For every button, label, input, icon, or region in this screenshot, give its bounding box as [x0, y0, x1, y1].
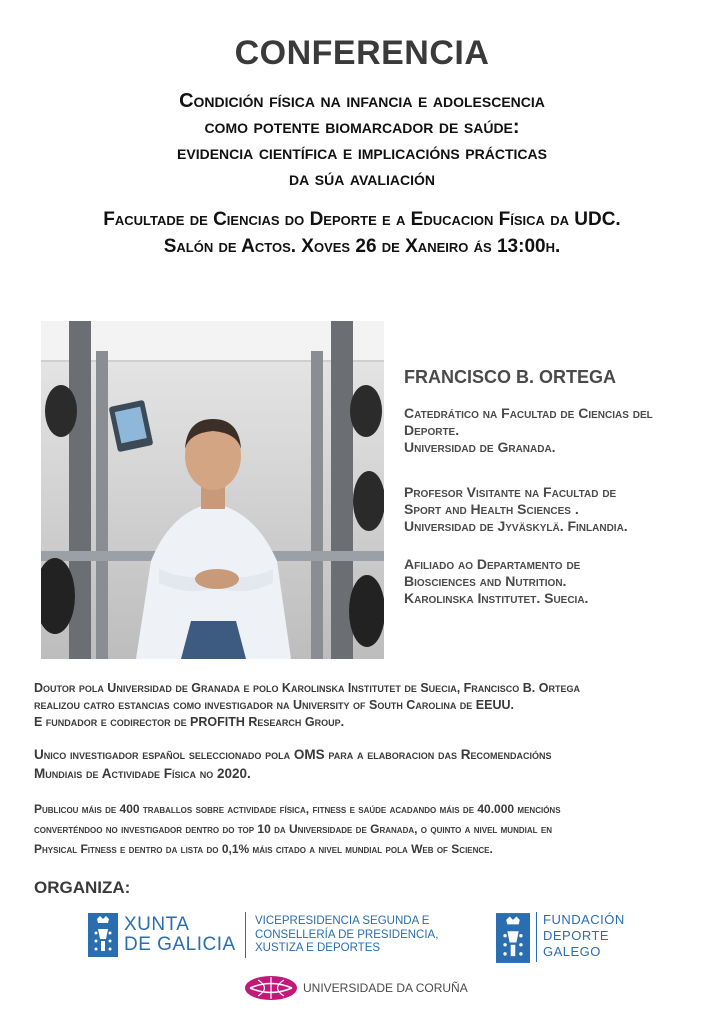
affiliation-line: Afiliado ao Departamento de: [404, 556, 581, 572]
speaker-affiliation: [404, 556, 709, 607]
bio-line: Unico investigador español seleccionado pola OMS para a elaboracion das Recomendacións: [34, 747, 552, 762]
conselleria-line: VICEPRESIDENCIA SEGUNDA E: [255, 915, 430, 927]
affiliation-line: Universidad de Jyväskylä. Finlandia.: [404, 518, 628, 534]
xunta-line: XUNTA: [124, 914, 190, 935]
affiliation-line: Profesor Visitante na Facultad de: [404, 484, 617, 500]
xunta-logo-text: [124, 915, 236, 955]
affiliation-line: Sport and Health Sciences .: [404, 501, 579, 517]
bio-line: Mundiais de Actividade Física no 2020.: [34, 766, 251, 781]
fundacion-logo-text: [543, 912, 625, 960]
fundacion-coat-of-arms-icon: [496, 913, 530, 968]
logo-divider: [245, 912, 246, 958]
affiliation-line: Karolinska Institutet. Suecia.: [404, 590, 589, 606]
bio-line: realizou catro estancias como investigador na University of South Carolina de EEUU.: [34, 698, 514, 712]
speaker-name: FRANCISCO B. ORTEGA: [404, 367, 617, 387]
udc-logo-text: UNIVERSIDADE DA CORUÑA: [303, 981, 468, 995]
xunta-line: DE GALICIA: [124, 934, 236, 955]
bio-line: Doutor pola Universidad de Granada e polo Karolinska Institutet de Suecia, Francisco B. Ortega: [34, 681, 580, 695]
subtitle-line: evidencia científica e implicacións prácticas: [177, 142, 547, 164]
conselleria-text: [255, 915, 438, 956]
affiliation-line: Catedrático na Facultad de Ciencias del: [404, 405, 653, 421]
speaker-photo: [41, 321, 384, 659]
organizer-heading: ORGANIZA:: [34, 878, 131, 897]
udc-emblem-icon: [244, 975, 298, 1006]
conselleria-line: XUSTIZA E DEPORTES: [255, 942, 381, 954]
venue-line: Facultade de Ciencias do Deporte e a Educacion Física da UDC.: [103, 209, 621, 230]
subtitle-line: da súa avaliación: [289, 168, 435, 190]
fundacion-line: DEPORTE: [543, 928, 610, 943]
galicia-coat-of-arms-icon: [88, 913, 118, 962]
speaker-affiliation: [404, 484, 709, 535]
affiliation-line: Biosciences and Nutrition.: [404, 573, 567, 589]
bio-line: converténdoo no investigador dentro do top 10 da Universidade de Granada, o quinto a nivel mundial en: [34, 822, 552, 836]
bio-paragraph: [34, 680, 694, 731]
subtitle-line: Condición física na infancia e adolescencia: [179, 90, 545, 112]
fundacion-line: FUNDACIÓN: [543, 912, 625, 927]
affiliation-line: Universidad de Granada.: [404, 439, 556, 455]
conselleria-line: CONSELLERÍA DE PRESIDENCIA,: [255, 928, 439, 941]
affiliation-line: Deporte.: [404, 422, 460, 438]
fundacion-line: GALEGO: [543, 944, 601, 959]
bio-line: E fundador e codirector de PROFITH Research Group.: [34, 715, 345, 729]
bio-line: Publicou máis de 400 traballos sobre actividade física, fitness e saúde acadando máis de 40.000 mencións: [34, 802, 561, 816]
venue-info: [0, 206, 724, 260]
speaker-affiliation: [404, 405, 709, 456]
venue-line: Salón de Actos. Xoves 26 de Xaneiro ás 13:00h.: [163, 236, 561, 257]
subtitle-line: como potente biomarcador de saúde:: [204, 116, 520, 138]
logo-divider: [536, 912, 537, 962]
bio-paragraph: [34, 799, 694, 859]
bio-paragraph: [34, 745, 694, 783]
page-title: CONFERENCIA: [234, 34, 490, 72]
conference-subtitle: [0, 88, 724, 192]
bio-line: Physical Fitness e dentro da lista do 0,1% máis citado a nivel mundial pola Web of Science.: [34, 842, 493, 856]
